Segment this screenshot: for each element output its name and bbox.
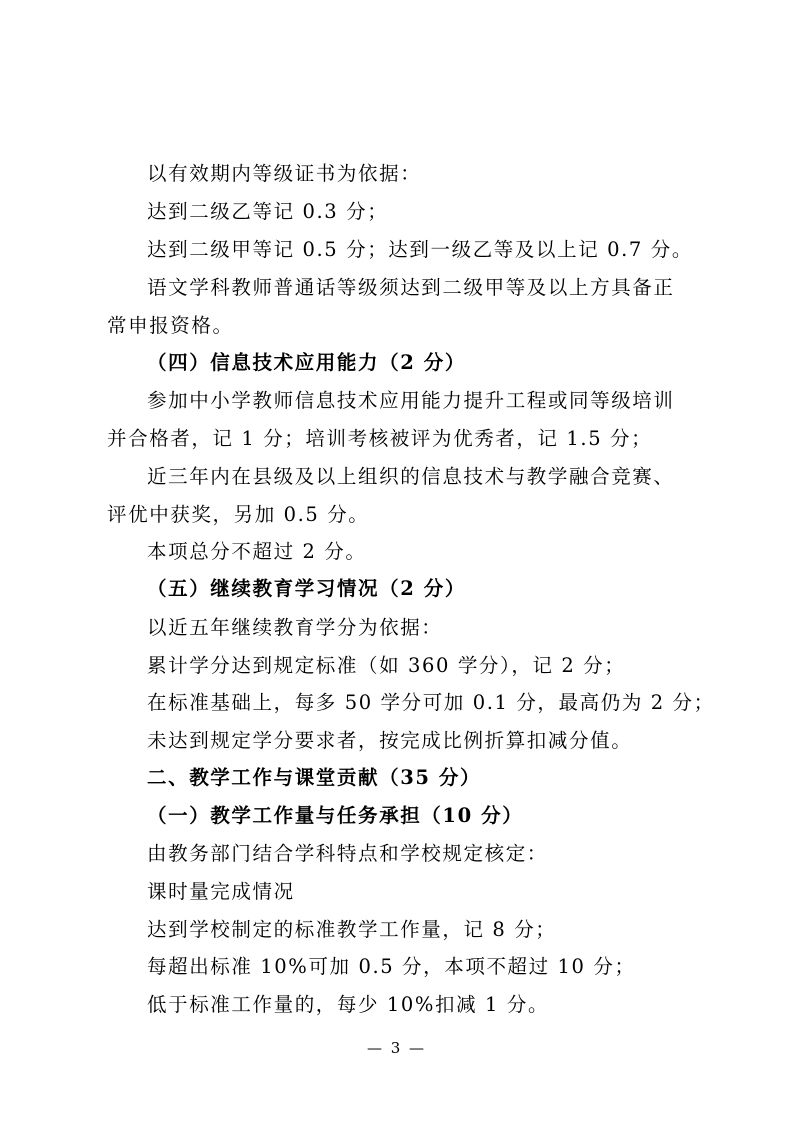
page-number: — 3 — (366, 1039, 427, 1057)
body-line-level-2a: 达到二级甲等记 0.5 分；达到一级乙等及以上记 0.7 分。 (147, 238, 693, 261)
body-line-certificate-basis: 以有效期内等级证书为依据： (147, 162, 422, 185)
body-line-credit-basis: 以近五年继续教育学分为依据： (147, 616, 443, 639)
body-line-credit-extra: 在标准基础上，每多 50 学分可加 0.1 分，最高仍为 2 分； (147, 691, 715, 714)
body-line-level-2b: 达到二级乙等记 0.3 分； (147, 200, 389, 223)
body-line-it-total-cap: 本项总分不超过 2 分。 (147, 540, 367, 563)
body-line-workload-basis: 由教务部门结合学科特点和学校规定核定： (147, 842, 548, 865)
body-line-it-competition-continued: 评优中获奖，另加 0.5 分。 (107, 503, 370, 526)
body-line-below-workload: 低于标准工作量的，每少 10%扣减 1 分。 (147, 993, 550, 1016)
body-line-chinese-teacher-requirement: 语文学科教师普通话等级须达到二级甲等及以上方具备正 (147, 276, 675, 299)
chapter-heading-teaching-work: 二、教学工作与课堂贡献（35 分） (147, 766, 482, 789)
body-line-excess-workload: 每超出标准 10%可加 0.5 分，本项不超过 10 分； (147, 955, 636, 978)
body-line-credit-deficit: 未达到规定学分要求者，按完成比例折算扣减分值。 (147, 729, 633, 752)
body-line-requirement-continued: 常申报资格。 (107, 314, 234, 337)
section-heading-continuing-education: （五）继续教育学习情况（2 分） (147, 577, 466, 600)
body-line-standard-workload: 达到学校制定的标准教学工作量，记 8 分； (147, 918, 557, 941)
body-line-credit-standard: 累计学分达到规定标准（如 360 学分），记 2 分； (147, 654, 626, 677)
body-line-it-training: 参加中小学教师信息技术应用能力提升工程或同等级培训 (147, 389, 675, 412)
section-heading-it-skills: （四）信息技术应用能力（2 分） (147, 351, 466, 374)
body-line-class-hours: 课时量完成情况 (147, 880, 295, 903)
body-line-it-competition: 近三年内在县级及以上组织的信息技术与教学融合竞赛、 (147, 465, 675, 488)
body-line-it-training-continued: 并合格者，记 1 分；培训考核被评为优秀者，记 1.5 分； (107, 427, 653, 450)
section-heading-workload: （一）教学工作量与任务承担（10 分） (147, 804, 524, 827)
